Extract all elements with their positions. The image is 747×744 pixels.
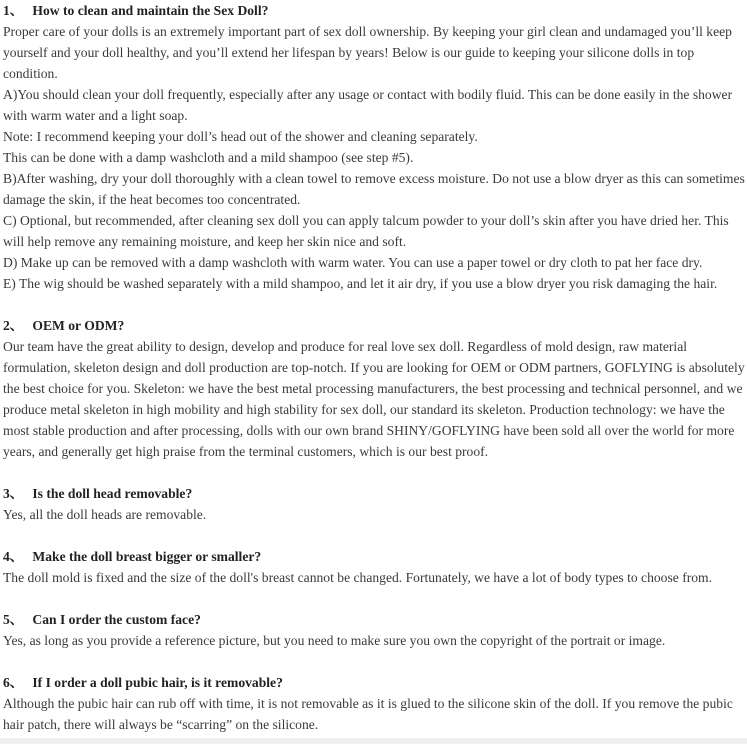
- faq-paragraph: Yes, as long as you provide a reference picture, but you need to make sure you own the copyright of the portrait or image.: [3, 633, 666, 648]
- faq-question-text: Can I order the custom face?: [32, 612, 201, 627]
- faq-paragraph: D) Make up can be removed with a damp washcloth with warm water. You can use a paper towel or dry cloth to pat her face dry.: [3, 255, 703, 270]
- faq-question-text: If I order a doll pubic hair, is it removable?: [32, 675, 283, 690]
- faq-paragraph: Yes, all the doll heads are removable.: [3, 507, 207, 522]
- faq-question: [3, 315, 745, 336]
- faq-paragraph: The doll mold is fixed and the size of the doll's breast cannot be changed. Fortunately, we have a lot of body types to choose from.: [3, 570, 713, 585]
- faq-paragraph: A)You should clean your doll frequently, especially after any usage or contact with bodily fluid. This can be done easily in the shower with warm water and a light soap.: [3, 87, 733, 123]
- faq-paragraph: Proper care of your dolls is an extremely important part of sex doll ownership. By keeping your girl clean and undamaged you’ll keep yourself and your doll healthy, and you’ll extend her lifespan by years! Below is our guide to keeping your silicone dolls in top condition.: [3, 24, 732, 81]
- faq-question-text: How to clean and maintain the Sex Doll?: [32, 3, 269, 18]
- faq-paragraph: Note: I recommend keeping your doll’s head out of the shower and cleaning separately.: [3, 129, 478, 144]
- faq-item-pubic-hair: [3, 672, 745, 735]
- faq-item-head-removable: [3, 483, 745, 525]
- faq-item-breast-size: [3, 546, 745, 588]
- faq-question: [3, 672, 745, 693]
- faq-document: [3, 0, 745, 735]
- faq-number: 5、: [3, 612, 24, 627]
- faq-paragraph: C) Optional, but recommended, after cleaning sex doll you can apply talcum powder to your doll’s skin after you have dried her. This will help remove any remaining moisture, and keep her skin nice and soft.: [3, 213, 729, 249]
- faq-paragraph: This can be done with a damp washcloth and a mild shampoo (see step #5).: [3, 150, 414, 165]
- faq-item-oem-odm: [3, 315, 745, 462]
- faq-paragraph: B)After washing, dry your doll thoroughly with a clean towel to remove excess moisture. Do not use a blow dryer as this can sometimes damage the skin, if the heat becomes too concentrated.: [3, 171, 745, 207]
- bottom-divider: [0, 738, 747, 744]
- faq-number: 2、: [3, 318, 24, 333]
- faq-question: [3, 0, 745, 21]
- faq-paragraph: Although the pubic hair can rub off with time, it is not removable as it is glued to the silicone skin of the doll. If you remove the pubic hair patch, there will always be “scarring” on the silicone.: [3, 696, 733, 732]
- faq-number: 6、: [3, 675, 24, 690]
- faq-number: 3、: [3, 486, 24, 501]
- faq-question: [3, 546, 745, 567]
- faq-question: [3, 483, 745, 504]
- faq-paragraph: Our team have the great ability to design, develop and produce for real love sex doll. Regardless of mold design, raw material formulation, skeleton design and doll production are top-notch. If you are looking for OEM or ODM partners, GOFLYING is absolutely the best choice for you. Skeleton: we have the best metal processing manufacturers, the best processing and technical personnel, and we produce metal skeleton in high mobility and high stability for sex doll, our standard its skeleton. Production technology: we have the most stable production and after processing, dolls with our own brand SHINY/GOFLYING have been sold all over the world for more years, and generally get high praise from the terminal customers, which is our best proof.: [3, 339, 745, 459]
- faq-question-text: Make the doll breast bigger or smaller?: [32, 549, 262, 564]
- faq-question-text: Is the doll head removable?: [32, 486, 193, 501]
- faq-question-text: OEM or ODM?: [32, 318, 125, 333]
- faq-item-cleaning: [3, 0, 745, 294]
- faq-number: 4、: [3, 549, 24, 564]
- faq-paragraph: E) The wig should be washed separately with a mild shampoo, and let it air dry, if you use a blow dryer you risk damaging the hair.: [3, 276, 718, 291]
- faq-number: 1、: [3, 3, 24, 18]
- faq-question: [3, 609, 745, 630]
- faq-item-custom-face: [3, 609, 745, 651]
